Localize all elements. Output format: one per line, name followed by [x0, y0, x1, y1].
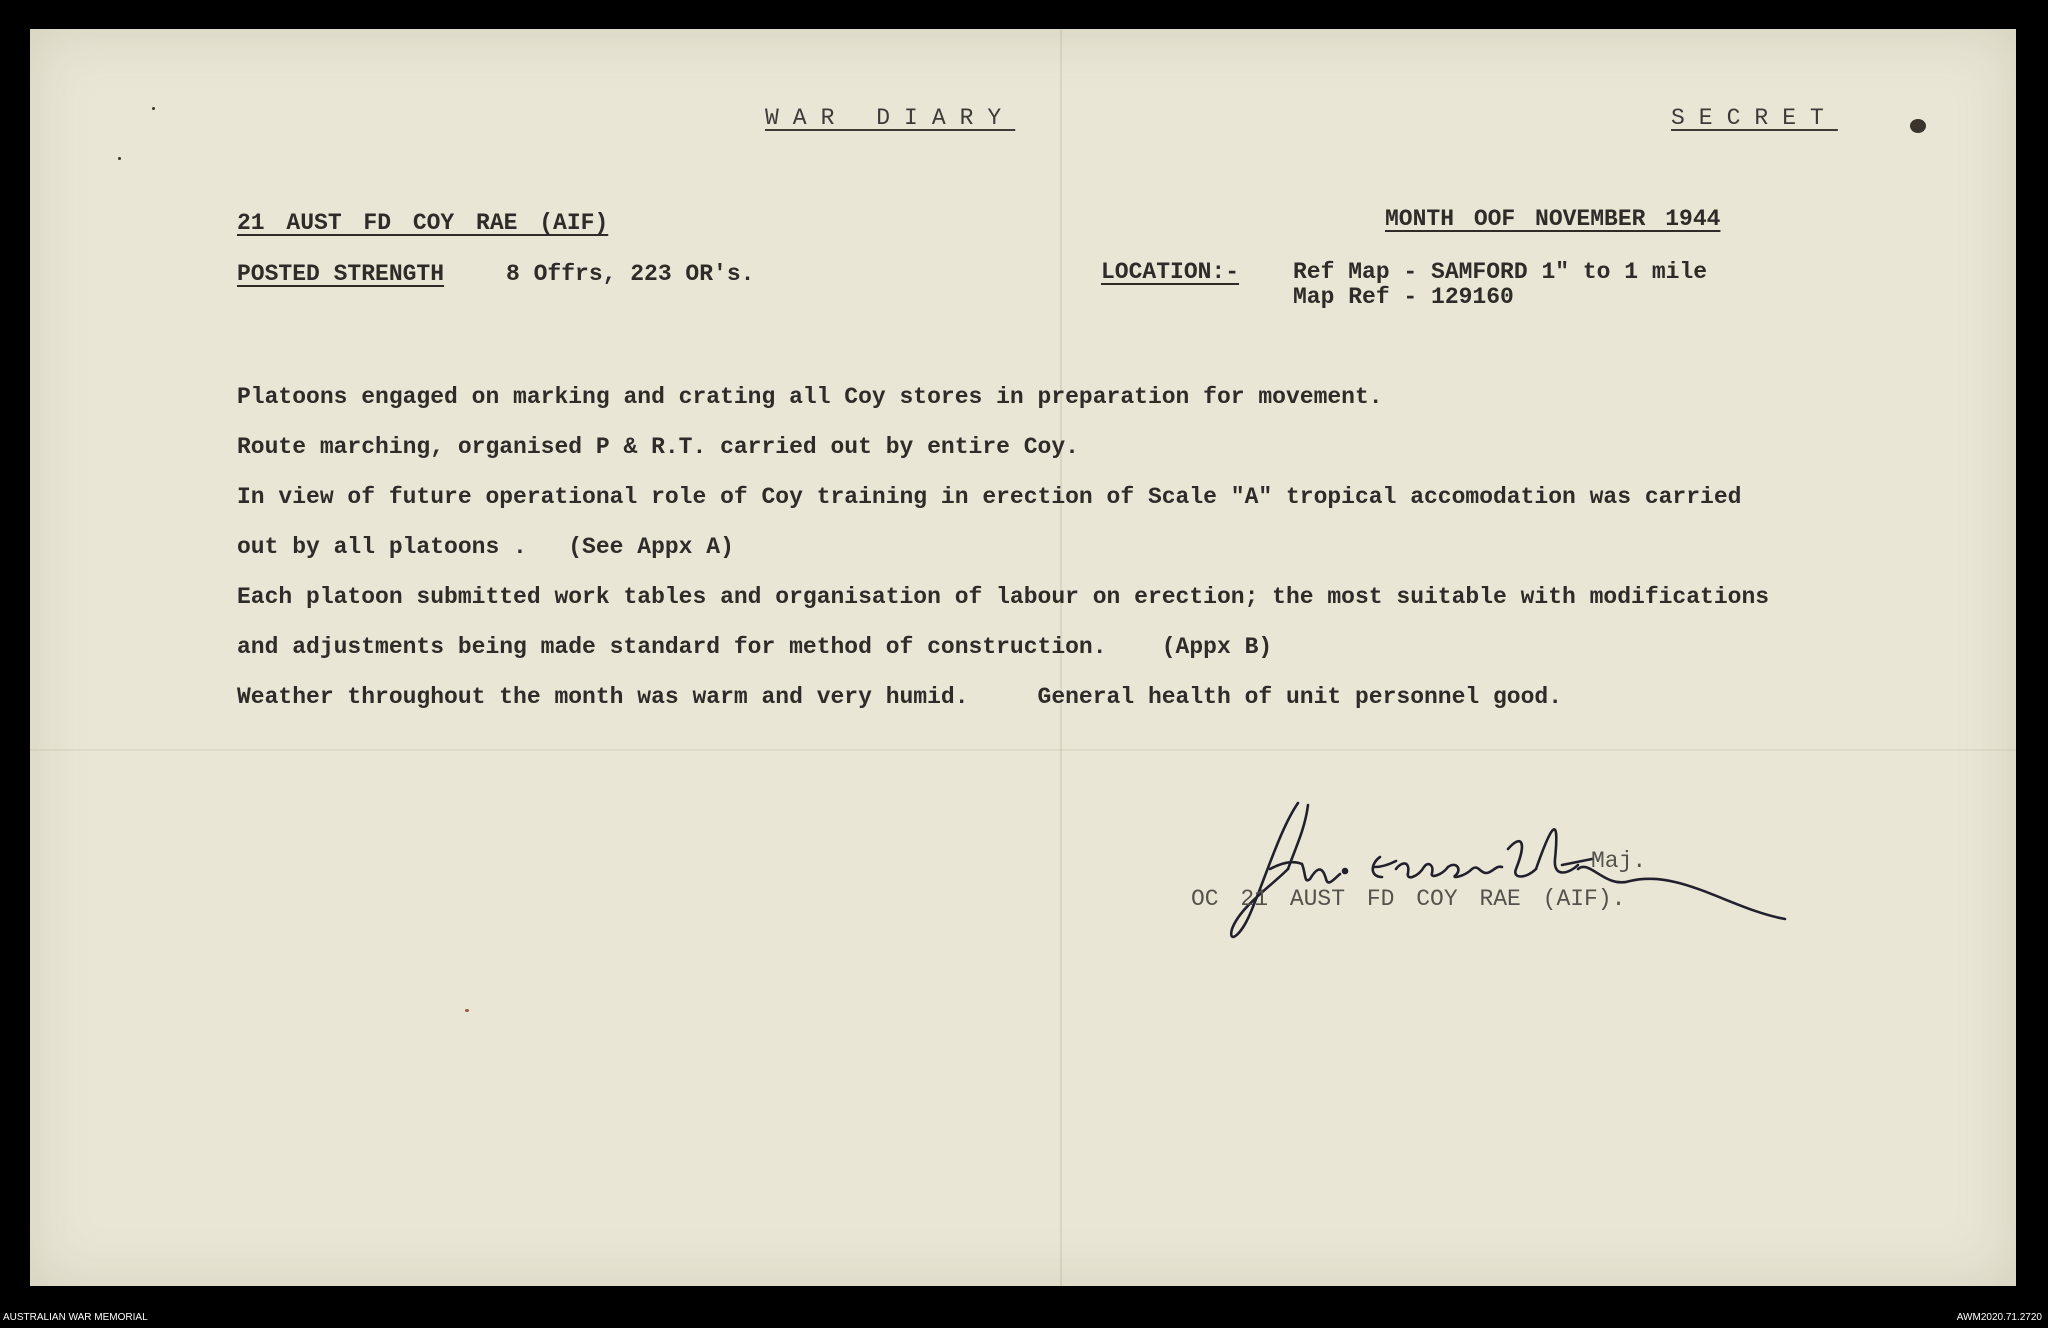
archive-accession-number: AWM2020.71.2720 [1956, 1312, 2042, 1323]
pin-hole-mark [1910, 119, 1926, 133]
diary-entry-line: In view of future operational role of Coy training in erection of Scale "A" tropical accomodation was carried [237, 484, 1742, 510]
diary-month: MONTH OOF NOVEMBER 1944 [1385, 206, 1721, 232]
document-page [30, 29, 2016, 1286]
posted-strength-label: POSTED STRENGTH [237, 261, 445, 287]
diary-entry-line: Each platoon submitted work tables and organisation of labour on erection; the most suitable with modifications [237, 584, 1770, 610]
paper-fold-horizontal [30, 749, 2016, 751]
classification-label: SECRET [1671, 105, 1838, 131]
signature-rank: Maj. [1591, 848, 1647, 874]
posted-strength-value: 8 Offrs, 223 OR's. [506, 261, 755, 287]
paper-speck [118, 157, 121, 160]
location-map: Ref Map - SAMFORD 1" to 1 mile [1293, 259, 1708, 285]
diary-entry-line: Weather throughout the month was warm and very humid. General health of unit personnel good. [237, 684, 1563, 710]
diary-entry-line: Platoons engaged on marking and crating all Coy stores in preparation for movement. [237, 384, 1383, 410]
handwritten-signature [1210, 769, 1830, 969]
paper-speck [465, 1009, 469, 1012]
document-title: WAR DIARY [765, 105, 1016, 131]
unit-name: 21 AUST FD COY RAE (AIF) [237, 210, 609, 236]
signature-block: OC 21 AUST FD COY RAE (AIF). [1191, 886, 1626, 912]
paper-speck [152, 107, 155, 110]
diary-entry-line: out by all platoons . (See Appx A) [237, 534, 734, 560]
location-map-ref: Map Ref - 129160 [1293, 284, 1514, 310]
location-label: LOCATION:- [1101, 259, 1240, 285]
diary-entry-line: Route marching, organised P & R.T. carried out by entire Coy. [237, 434, 1079, 460]
archive-credit: AUSTRALIAN WAR MEMORIAL [3, 1312, 148, 1323]
diary-entry-line: and adjustments being made standard for method of construction. (Appx B) [237, 634, 1273, 660]
